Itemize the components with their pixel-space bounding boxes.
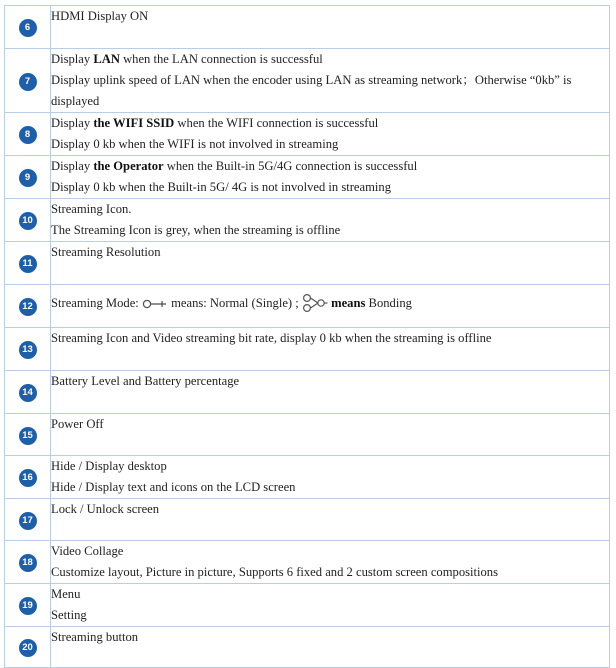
- number-cell: [5, 156, 51, 199]
- normal-mode-icon: [142, 298, 168, 310]
- description-line: Streaming Resolution: [51, 245, 161, 259]
- legend-table: [4, 5, 610, 668]
- table-row: [5, 6, 610, 49]
- number-cell: [5, 6, 51, 49]
- bold-term: LAN: [93, 52, 120, 66]
- description-line: [51, 113, 609, 134]
- description-cell: [51, 199, 610, 242]
- number-cell: [5, 584, 51, 627]
- description-line: Video Collage: [51, 544, 124, 558]
- legend-table-body: [5, 6, 610, 668]
- table-row: [5, 499, 610, 541]
- number-cell: [5, 199, 51, 242]
- number-badge: 16: [19, 469, 37, 487]
- table-row: [5, 285, 610, 328]
- number-badge: 15: [19, 427, 37, 445]
- number-badge: 8: [19, 126, 37, 144]
- description-line: Streaming Icon.: [51, 202, 132, 216]
- description-cell: [51, 584, 610, 627]
- number-badge: 19: [19, 597, 37, 615]
- text-segment: Display: [51, 159, 94, 173]
- table-row: [5, 49, 610, 113]
- streaming-mode-line: [51, 285, 609, 315]
- text-segment: when the WIFI connection is successful: [174, 116, 379, 130]
- table-row: [5, 242, 610, 285]
- description-line: [51, 156, 609, 177]
- description-cell: [51, 156, 610, 199]
- number-badge: 14: [19, 384, 37, 402]
- number-badge: 10: [19, 212, 37, 230]
- number-cell: [5, 242, 51, 285]
- number-badge: 9: [19, 169, 37, 187]
- description-line: Display 0 kb when the Built-in 5G/ 4G is not involved in streaming: [51, 180, 392, 194]
- number-badge: 6: [19, 19, 37, 37]
- description-cell: [51, 456, 610, 499]
- description-line: Hide / Display text and icons on the LCD screen: [51, 480, 296, 494]
- number-badge: 18: [19, 554, 37, 572]
- description-cell: [51, 414, 610, 456]
- text-segment: Display: [51, 116, 94, 130]
- description-line: Streaming Icon and Video streaming bit rate, display 0 kb when the streaming is offline: [51, 331, 492, 345]
- description-line: Battery Level and Battery percentage: [51, 374, 240, 388]
- description-line: Display 0 kb when the WIFI is not involved in streaming: [51, 137, 339, 151]
- number-cell: [5, 499, 51, 541]
- table-row: [5, 584, 610, 627]
- description-line: Power Off: [51, 417, 104, 431]
- description-line: [51, 49, 609, 70]
- description-cell: [51, 6, 610, 49]
- description-cell: [51, 328, 610, 371]
- number-cell: [5, 285, 51, 328]
- text-segment: means: Normal (Single) ;: [171, 296, 299, 310]
- number-cell: [5, 371, 51, 414]
- number-cell: [5, 541, 51, 584]
- text-segment: when the LAN connection is successful: [119, 52, 323, 66]
- number-cell: [5, 328, 51, 371]
- table-row: [5, 456, 610, 499]
- description-cell: [51, 285, 610, 328]
- text-segment: Bonding: [368, 296, 412, 310]
- bold-term: means: [331, 296, 366, 310]
- description-line: The Streaming Icon is grey, when the streaming is offline: [51, 223, 341, 237]
- description-cell: [51, 113, 610, 156]
- number-badge: 11: [19, 255, 37, 273]
- number-cell: [5, 113, 51, 156]
- table-row: [5, 113, 610, 156]
- table-row: [5, 541, 610, 584]
- text-segment: Display: [51, 52, 94, 66]
- description-cell: [51, 541, 610, 584]
- number-cell: [5, 414, 51, 456]
- description-cell: [51, 627, 610, 668]
- description-line: Display uplink speed of LAN when the encoder using LAN as streaming network；Otherwise “0kb” is displayed: [51, 73, 572, 108]
- description-line: HDMI Display ON: [51, 9, 149, 23]
- table-row: [5, 199, 610, 242]
- number-badge: 20: [19, 639, 37, 657]
- description-line: Lock / Unlock screen: [51, 502, 160, 516]
- number-cell: [5, 49, 51, 113]
- bonding-mode-icon: [302, 293, 328, 315]
- table-row: [5, 627, 610, 668]
- description-cell: [51, 242, 610, 285]
- description-line: Customize layout, Picture in picture, Supports 6 fixed and 2 custom screen compositions: [51, 565, 499, 579]
- number-badge: 17: [19, 512, 37, 530]
- table-row: [5, 371, 610, 414]
- number-badge: 13: [19, 341, 37, 359]
- text-segment: when the Built-in 5G/4G connection is successful: [163, 159, 418, 173]
- number-badge: 7: [19, 73, 37, 91]
- bold-term: the WIFI SSID: [93, 116, 175, 130]
- description-line: Setting: [51, 608, 87, 622]
- description-cell: [51, 49, 610, 113]
- number-cell: [5, 456, 51, 499]
- bold-term: the Operator: [93, 159, 164, 173]
- description-line: Hide / Display desktop: [51, 459, 167, 473]
- table-row: [5, 414, 610, 456]
- table-row: [5, 328, 610, 371]
- description-line: Menu: [51, 587, 81, 601]
- description-cell: [51, 371, 610, 414]
- description-line: Streaming button: [51, 630, 139, 644]
- description-cell: [51, 499, 610, 541]
- table-row: [5, 156, 610, 199]
- number-cell: [5, 627, 51, 668]
- text-segment: Streaming Mode:: [51, 296, 139, 310]
- number-badge: 12: [19, 298, 37, 316]
